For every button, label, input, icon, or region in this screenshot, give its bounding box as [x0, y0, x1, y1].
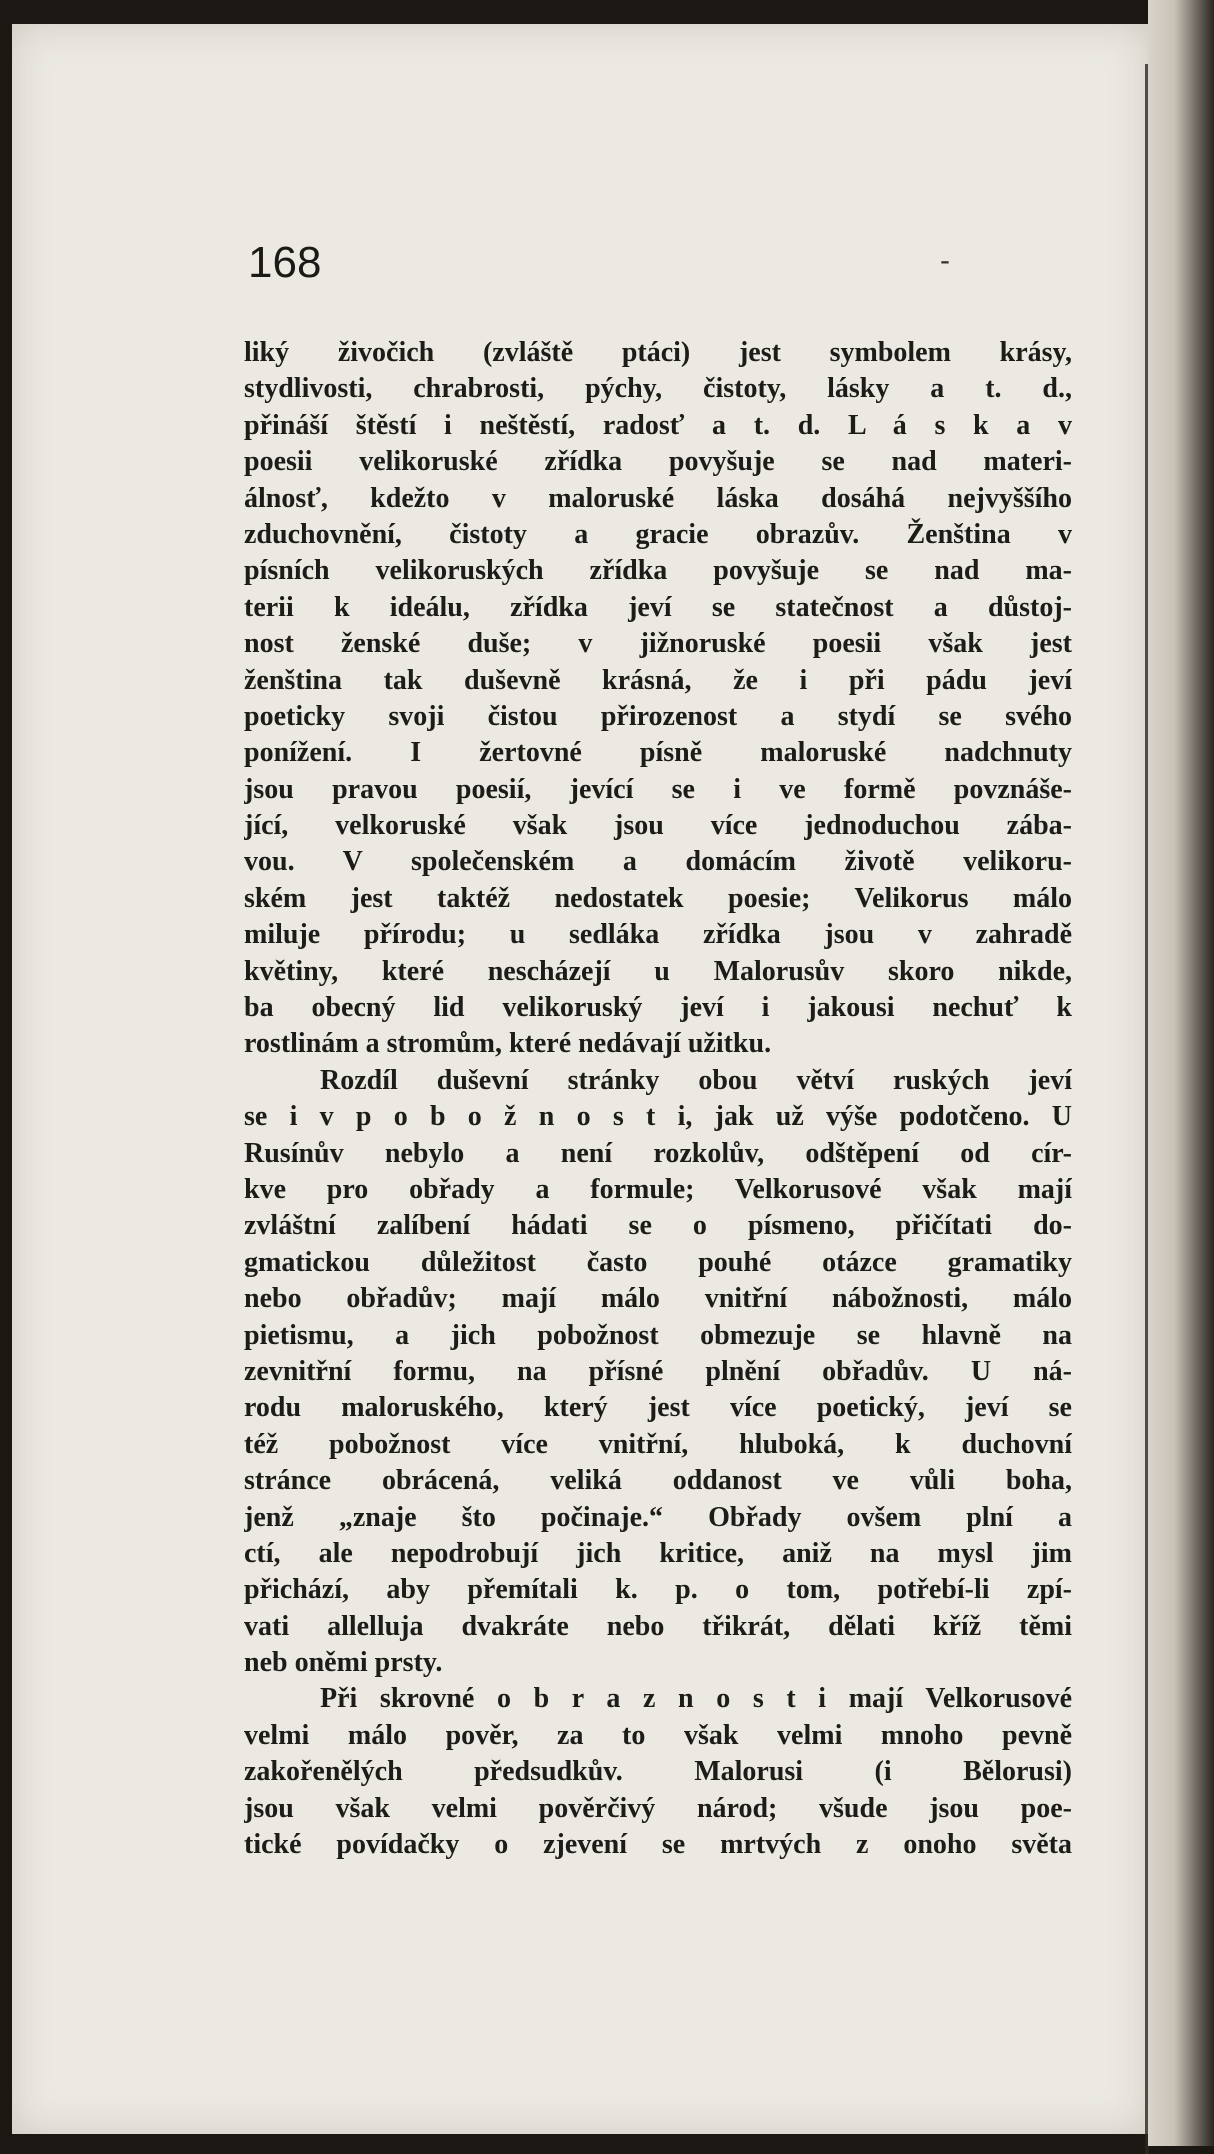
body-text — [244, 335, 1072, 1863]
text-line: zvláštní zalíbení hádati se o písmeno, přičítati do- — [244, 1210, 1072, 1242]
text-line: vou. V společenském a domácím životě velikoru- — [244, 846, 1072, 878]
text-line: ba obecný lid velikoruský jeví i jakousi nechuť k — [244, 992, 1072, 1024]
book-binding-edge — [1148, 0, 1214, 2146]
text-line: velmi málo pověr, za to však velmi mnoho pevně — [244, 1719, 1072, 1751]
text-line: rostlinám a stromům, které nedávají užitku. — [244, 1028, 772, 1060]
text-line: písních velikoruských zřídka povyšuje se nad ma- — [244, 555, 1072, 587]
text-line: tické povídačky o zjevení se mrtvých z onoho světa — [244, 1829, 1072, 1861]
text-line: nost ženské duše; v jižnoruské poesii však jest — [244, 628, 1072, 660]
text-line: přichází, aby přemítali k. p. o tom, potřebí-li zpí- — [244, 1574, 1072, 1606]
text-line: neb oněmi prsty. — [244, 1647, 443, 1679]
text-line: ském jest taktéž nedostatek poesie; Velikorus málo — [244, 882, 1072, 914]
text-line: terii k ideálu, zřídka jeví se statečnost a důstoj- — [244, 591, 1072, 623]
text-line: poesii velikoruské zřídka povyšuje se nad materi- — [244, 446, 1072, 478]
text-line: zduchovnění, čistoty a gracie obrazův. Ženština v — [244, 518, 1072, 550]
text-line: zakořenělých předsudkův. Malorusi (i Bělorusi) — [244, 1756, 1072, 1788]
text-line: liký živočich (zvláště ptáci) jest symbolem krásy, — [244, 337, 1072, 368]
text-line: stránce obrácená, veliká oddanost ve vůli boha, — [244, 1465, 1072, 1497]
text-line: Rozdíl duševní stránky obou větví ruských jeví — [320, 1064, 1072, 1096]
text-line: Při skrovné o b r a z n o s t i mají Velkorusové — [320, 1683, 1072, 1715]
text-line: vati allelluja dvakráte nebo třikrát, dělati kříž těmi — [244, 1610, 1072, 1642]
text-line: ctí, ale nepodrobují jich kritice, aniž na mysl jim — [244, 1537, 1072, 1569]
text-line: ženština tak duševně krásná, že i při pádu jeví — [244, 664, 1072, 696]
text-line: jsou však velmi pověrčivý národ; všude jsou poe- — [244, 1792, 1072, 1824]
text-line: ponížení. I žertovné písně maloruské nadchnuty — [244, 737, 1072, 769]
text-line: zevnitřní formu, na přísné plnění obřadův. U ná- — [244, 1355, 1072, 1387]
text-line: jenž „znaje što počinaje.“ Obřady ovšem plní a — [244, 1501, 1072, 1533]
text-line: rodu maloruského, který jest více poetický, jeví se — [244, 1392, 1072, 1424]
text-line: Rusínův nebylo a není rozkolův, odštěpení od cír- — [244, 1137, 1072, 1169]
page-number: 168 — [248, 238, 322, 287]
text-line: jící, velkoruské však jsou více jednoduchou zába- — [244, 810, 1072, 842]
text-line: se i v p o b o ž n o s t i, jak už výše podotčeno. U — [244, 1101, 1072, 1133]
text-line: též pobožnost více vnitřní, hluboká, k duchovní — [244, 1428, 1072, 1460]
text-line: pietismu, a jich pobožnost obmezuje se hlavně na — [244, 1319, 1072, 1351]
text-line: stydlivosti, chrabrosti, pýchy, čistoty, lásky a t. d., — [244, 373, 1072, 405]
text-line: nebo obřadův; mají málo vnitřní nábožnosti, málo — [244, 1283, 1072, 1315]
text-line: přináší štěstí i neštěstí, radosť a t. d. L á s k a v — [244, 409, 1072, 441]
header-mark: - — [940, 244, 950, 277]
text-line: jsou pravou poesií, jevící se i ve formě povznáše- — [244, 773, 1072, 805]
text-line: miluje přírodu; u sedláka zřídka jsou v zahradě — [244, 919, 1072, 951]
text-line: květiny, které nescházejí u Malorusův skoro nikde, — [244, 955, 1072, 987]
text-line: kve pro obřady a formule; Velkorusové však mají — [244, 1173, 1072, 1205]
text-line: poeticky svoji čistou přirozenost a stydí se svého — [244, 700, 1072, 732]
text-line: álnosť, kdežto v maloruské láska dosáhá nejvyššího — [244, 482, 1072, 514]
text-line: gmatickou důležitost často pouhé otázce gramatiky — [244, 1246, 1072, 1278]
